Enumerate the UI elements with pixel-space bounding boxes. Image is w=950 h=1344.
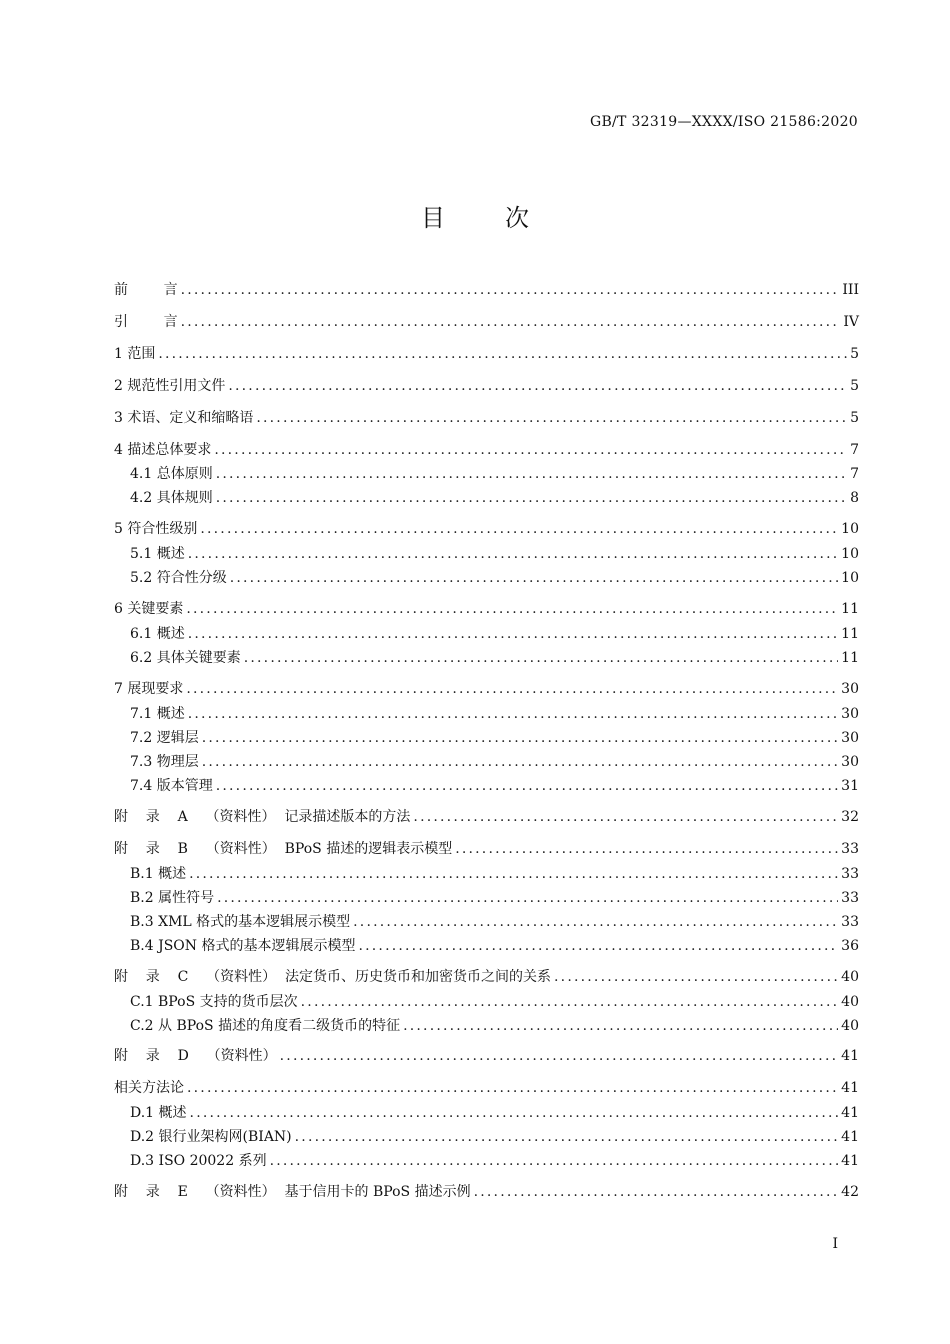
- page-title: [0, 198, 950, 233]
- toc-entry-page: 30: [841, 730, 859, 746]
- toc-entry[interactable]: [114, 344, 859, 364]
- toc-entry-page: 5: [850, 410, 859, 426]
- toc-entry-page: 11: [841, 601, 859, 617]
- toc-entry-label: 附 录 D （资料性）: [114, 1048, 277, 1064]
- toc-entry-label: 4 描述总体要求: [114, 442, 212, 458]
- toc-entry-page: 32: [841, 809, 859, 825]
- toc-leader-dots: [186, 679, 838, 699]
- toc-entry-page: 8: [850, 490, 859, 506]
- toc-entry[interactable]: [130, 752, 859, 772]
- toc-entry-label: 6.2 具体关键要素: [130, 650, 241, 666]
- toc-leader-dots: [181, 312, 841, 332]
- toc-entry-label: B.4 JSON 格式的基本逻辑展示模型: [130, 938, 356, 954]
- toc-entry-page: 10: [841, 546, 859, 562]
- toc-entry[interactable]: [130, 728, 859, 748]
- title-char-1: 目: [421, 204, 445, 232]
- toc-entry-label: 5.2 符合性分级: [130, 570, 227, 586]
- toc-leader-dots: [216, 488, 847, 508]
- toc-entry[interactable]: [130, 912, 859, 932]
- toc-leader-dots: [455, 839, 838, 859]
- toc-entry[interactable]: [114, 312, 859, 332]
- toc-entry[interactable]: [114, 408, 859, 428]
- toc-leader-dots: [216, 464, 847, 484]
- toc-entry-label: D.2 银行业架构网(BIAN): [130, 1129, 292, 1145]
- toc-entry-page: III: [842, 282, 859, 298]
- toc-entry-page: 30: [841, 681, 859, 697]
- toc-entry-label: 7 展现要求: [114, 681, 184, 697]
- toc-entry-page: 10: [841, 521, 859, 537]
- toc-entry-label: D.1 概述: [130, 1105, 187, 1121]
- toc-entry[interactable]: [114, 1182, 859, 1202]
- toc-entry[interactable]: [130, 1016, 859, 1036]
- toc-entry-label: 引 言: [114, 314, 178, 330]
- toc-entry[interactable]: [130, 1151, 859, 1171]
- toc-entry-page: 31: [841, 778, 859, 794]
- toc-entry[interactable]: [130, 464, 859, 484]
- toc-entry-label: 1 范围: [114, 346, 156, 362]
- toc-leader-dots: [188, 704, 838, 724]
- toc-entry-label: 附 录 C （资料性） 法定货币、历史货币和加密货币之间的关系: [114, 969, 552, 985]
- toc-leader-dots: [202, 728, 838, 748]
- toc-leader-dots: [256, 408, 847, 428]
- title-char-2: 次: [505, 204, 529, 232]
- toc-leader-dots: [202, 752, 838, 772]
- toc-entry[interactable]: [114, 280, 859, 300]
- toc-leader-dots: [181, 280, 840, 300]
- toc-leader-dots: [190, 1103, 839, 1123]
- toc-entry-label: 附 录 E （资料性） 基于信用卡的 BPoS 描述示例: [114, 1184, 471, 1200]
- document-header-code: GB/T 32319—XXXX/ISO 21586:2020: [589, 114, 858, 130]
- toc-leader-dots: [214, 440, 847, 460]
- toc-entry-page: 41: [841, 1105, 859, 1121]
- toc-entry[interactable]: [130, 544, 859, 564]
- toc-entry-label: C.2 从 BPoS 描述的角度看二级货币的特征: [130, 1018, 401, 1034]
- toc-leader-dots: [230, 568, 838, 588]
- toc-entry-label: 5.1 概述: [130, 546, 185, 562]
- toc-entry-page: 41: [841, 1080, 859, 1096]
- toc-entry-label: B.1 概述: [130, 866, 187, 882]
- toc-leader-dots: [228, 376, 847, 396]
- toc-entry[interactable]: [130, 624, 859, 644]
- toc-entry-page: 40: [841, 994, 859, 1010]
- toc-entry[interactable]: [130, 1127, 859, 1147]
- toc-entry[interactable]: [130, 864, 859, 884]
- toc-entry-page: 7: [850, 442, 859, 458]
- page-number: I: [832, 1236, 838, 1252]
- toc-leader-dots: [358, 936, 838, 956]
- toc-entry[interactable]: [114, 839, 859, 859]
- toc-entry-page: 33: [841, 841, 859, 857]
- toc-entry[interactable]: [114, 376, 859, 396]
- toc-leader-dots: [216, 776, 838, 796]
- toc-entry-page: 40: [841, 969, 859, 985]
- toc-entry-page: 33: [841, 914, 859, 930]
- toc-entry[interactable]: [130, 992, 859, 1012]
- toc-entry[interactable]: [130, 1103, 859, 1123]
- toc-entry[interactable]: [114, 519, 859, 539]
- toc-entry-label: 4.2 具体规则: [130, 490, 213, 506]
- toc-entry-page: 36: [841, 938, 859, 954]
- toc-leader-dots: [186, 599, 838, 619]
- toc-entry-label: 附 录 A （资料性） 记录描述版本的方法: [114, 809, 411, 825]
- toc-entry-page: 7: [850, 466, 859, 482]
- toc-entry-page: 33: [841, 866, 859, 882]
- toc-leader-dots: [189, 864, 838, 884]
- toc-entry-label: 5 符合性级别: [114, 521, 198, 537]
- toc-entry-page: 42: [841, 1184, 859, 1200]
- toc-entry[interactable]: [130, 776, 859, 796]
- toc-leader-dots: [187, 1078, 838, 1098]
- toc-entry-page: 40: [841, 1018, 859, 1034]
- toc-entry-label: 6 关键要素: [114, 601, 184, 617]
- toc-entry-page: 11: [841, 650, 859, 666]
- toc-leader-dots: [270, 1151, 839, 1171]
- toc-leader-dots: [188, 624, 838, 644]
- toc-entry-label: 7.2 逻辑层: [130, 730, 199, 746]
- toc-leader-dots: [554, 967, 838, 987]
- toc-entry-label: 7.4 版本管理: [130, 778, 213, 794]
- toc-entry-page: 10: [841, 570, 859, 586]
- toc-entry-label: C.1 BPoS 支持的货币层次: [130, 994, 298, 1010]
- toc-entry[interactable]: [114, 1046, 859, 1066]
- toc-entry[interactable]: [114, 440, 859, 460]
- toc-entry[interactable]: [130, 568, 859, 588]
- toc-entry[interactable]: [130, 488, 859, 508]
- toc-entry-page: 41: [841, 1129, 859, 1145]
- toc-leader-dots: [158, 344, 847, 364]
- toc-leader-dots: [217, 888, 838, 908]
- toc-leader-dots: [413, 807, 838, 827]
- toc-entry-label: 4.1 总体原则: [130, 466, 213, 482]
- toc-leader-dots: [188, 544, 838, 564]
- toc-entry-page: 41: [841, 1153, 859, 1169]
- toc-leader-dots: [403, 1016, 838, 1036]
- toc-entry-page: 30: [841, 706, 859, 722]
- toc-entry-label: 7.1 概述: [130, 706, 185, 722]
- toc-entry[interactable]: [130, 648, 859, 668]
- toc-entry-label: 2 规范性引用文件: [114, 378, 226, 394]
- toc-entry-label: 7.3 物理层: [130, 754, 199, 770]
- toc-entry-page: 5: [850, 378, 859, 394]
- toc-entry-label: B.3 XML 格式的基本逻辑展示模型: [130, 914, 351, 930]
- toc-leader-dots: [200, 519, 838, 539]
- toc-entry[interactable]: [130, 888, 859, 908]
- toc-entry[interactable]: [114, 1078, 859, 1098]
- toc-entry-label: 附 录 B （资料性） BPoS 描述的逻辑表示模型: [114, 841, 453, 857]
- toc-entry-page: 41: [841, 1048, 859, 1064]
- toc-entry[interactable]: [114, 679, 859, 699]
- toc-entry[interactable]: [130, 936, 859, 956]
- toc-leader-dots: [353, 912, 838, 932]
- toc-leader-dots: [280, 1046, 839, 1066]
- toc-entry-page: 5: [850, 346, 859, 362]
- toc-entry-label: 相关方法论: [114, 1080, 184, 1096]
- toc-leader-dots: [301, 992, 839, 1012]
- toc-leader-dots: [295, 1127, 839, 1147]
- toc-entry-label: 6.1 概述: [130, 626, 185, 642]
- toc-leader-dots: [474, 1182, 839, 1202]
- toc-entry-label: D.3 ISO 20022 系列: [130, 1153, 267, 1169]
- toc-entry[interactable]: [114, 967, 859, 987]
- toc-entry[interactable]: [114, 599, 859, 619]
- toc-entry-page: IV: [843, 314, 859, 330]
- toc-entry-page: 33: [841, 890, 859, 906]
- toc-entry[interactable]: [114, 807, 859, 827]
- toc-entry-page: 30: [841, 754, 859, 770]
- toc-entry-label: 3 术语、定义和缩略语: [114, 410, 254, 426]
- toc-leader-dots: [244, 648, 838, 668]
- toc-entry-page: 11: [841, 626, 859, 642]
- toc-entry-label: 前 言: [114, 282, 178, 298]
- toc-entry-label: B.2 属性符号: [130, 890, 215, 906]
- toc-entry[interactable]: [130, 704, 859, 724]
